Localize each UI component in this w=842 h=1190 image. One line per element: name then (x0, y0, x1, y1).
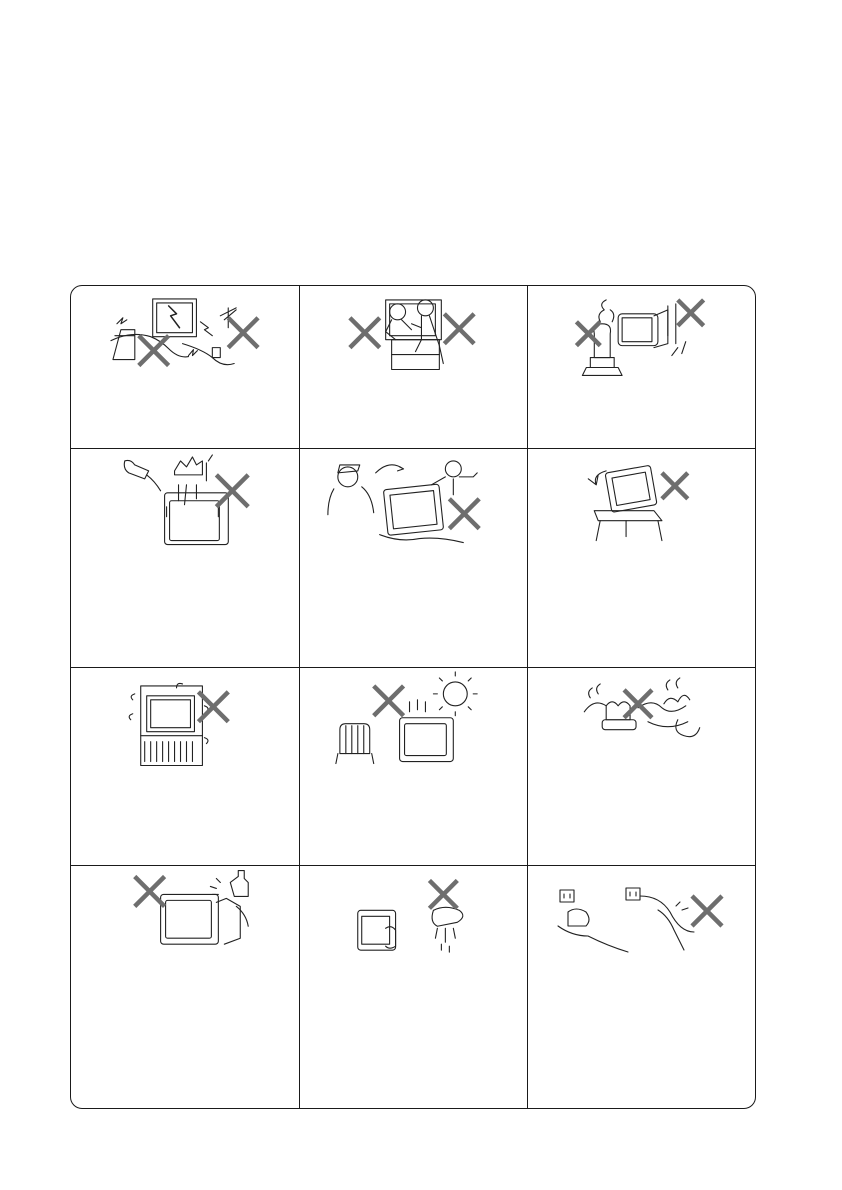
humidifier-steam-icon (528, 286, 756, 448)
pull-cord-icon (528, 866, 756, 1109)
spray-cleaner-icon (71, 866, 299, 1109)
panel-lightning (71, 286, 300, 449)
wet-cloth-icon (300, 866, 527, 1109)
panel-pull-cord (528, 866, 756, 1109)
unstable-stand-icon (528, 449, 756, 667)
panel-liquid-on-tv (71, 449, 300, 668)
panel-hot-outlet (528, 668, 756, 866)
panel-moving-tv (300, 449, 528, 668)
children-climbing-tv-icon (300, 286, 527, 448)
safety-illustration-grid (70, 285, 756, 1109)
panel-children-climbing (300, 286, 528, 449)
liquid-on-tv-icon (71, 449, 299, 667)
panel-spray-cleaner (71, 866, 300, 1109)
panel-wet-cloth (300, 866, 528, 1109)
panel-enclosed-shelf (71, 668, 300, 866)
enclosed-shelf-icon (71, 668, 299, 865)
lightning-storm-icon (71, 286, 299, 448)
hot-outlet-cords-icon (528, 668, 756, 865)
heater-sun-icon (300, 668, 527, 865)
panel-humidifier (528, 286, 756, 449)
moving-tv-wet-icon (300, 449, 527, 667)
panel-unstable-stand (528, 449, 756, 668)
panel-heater-sun (300, 668, 528, 866)
